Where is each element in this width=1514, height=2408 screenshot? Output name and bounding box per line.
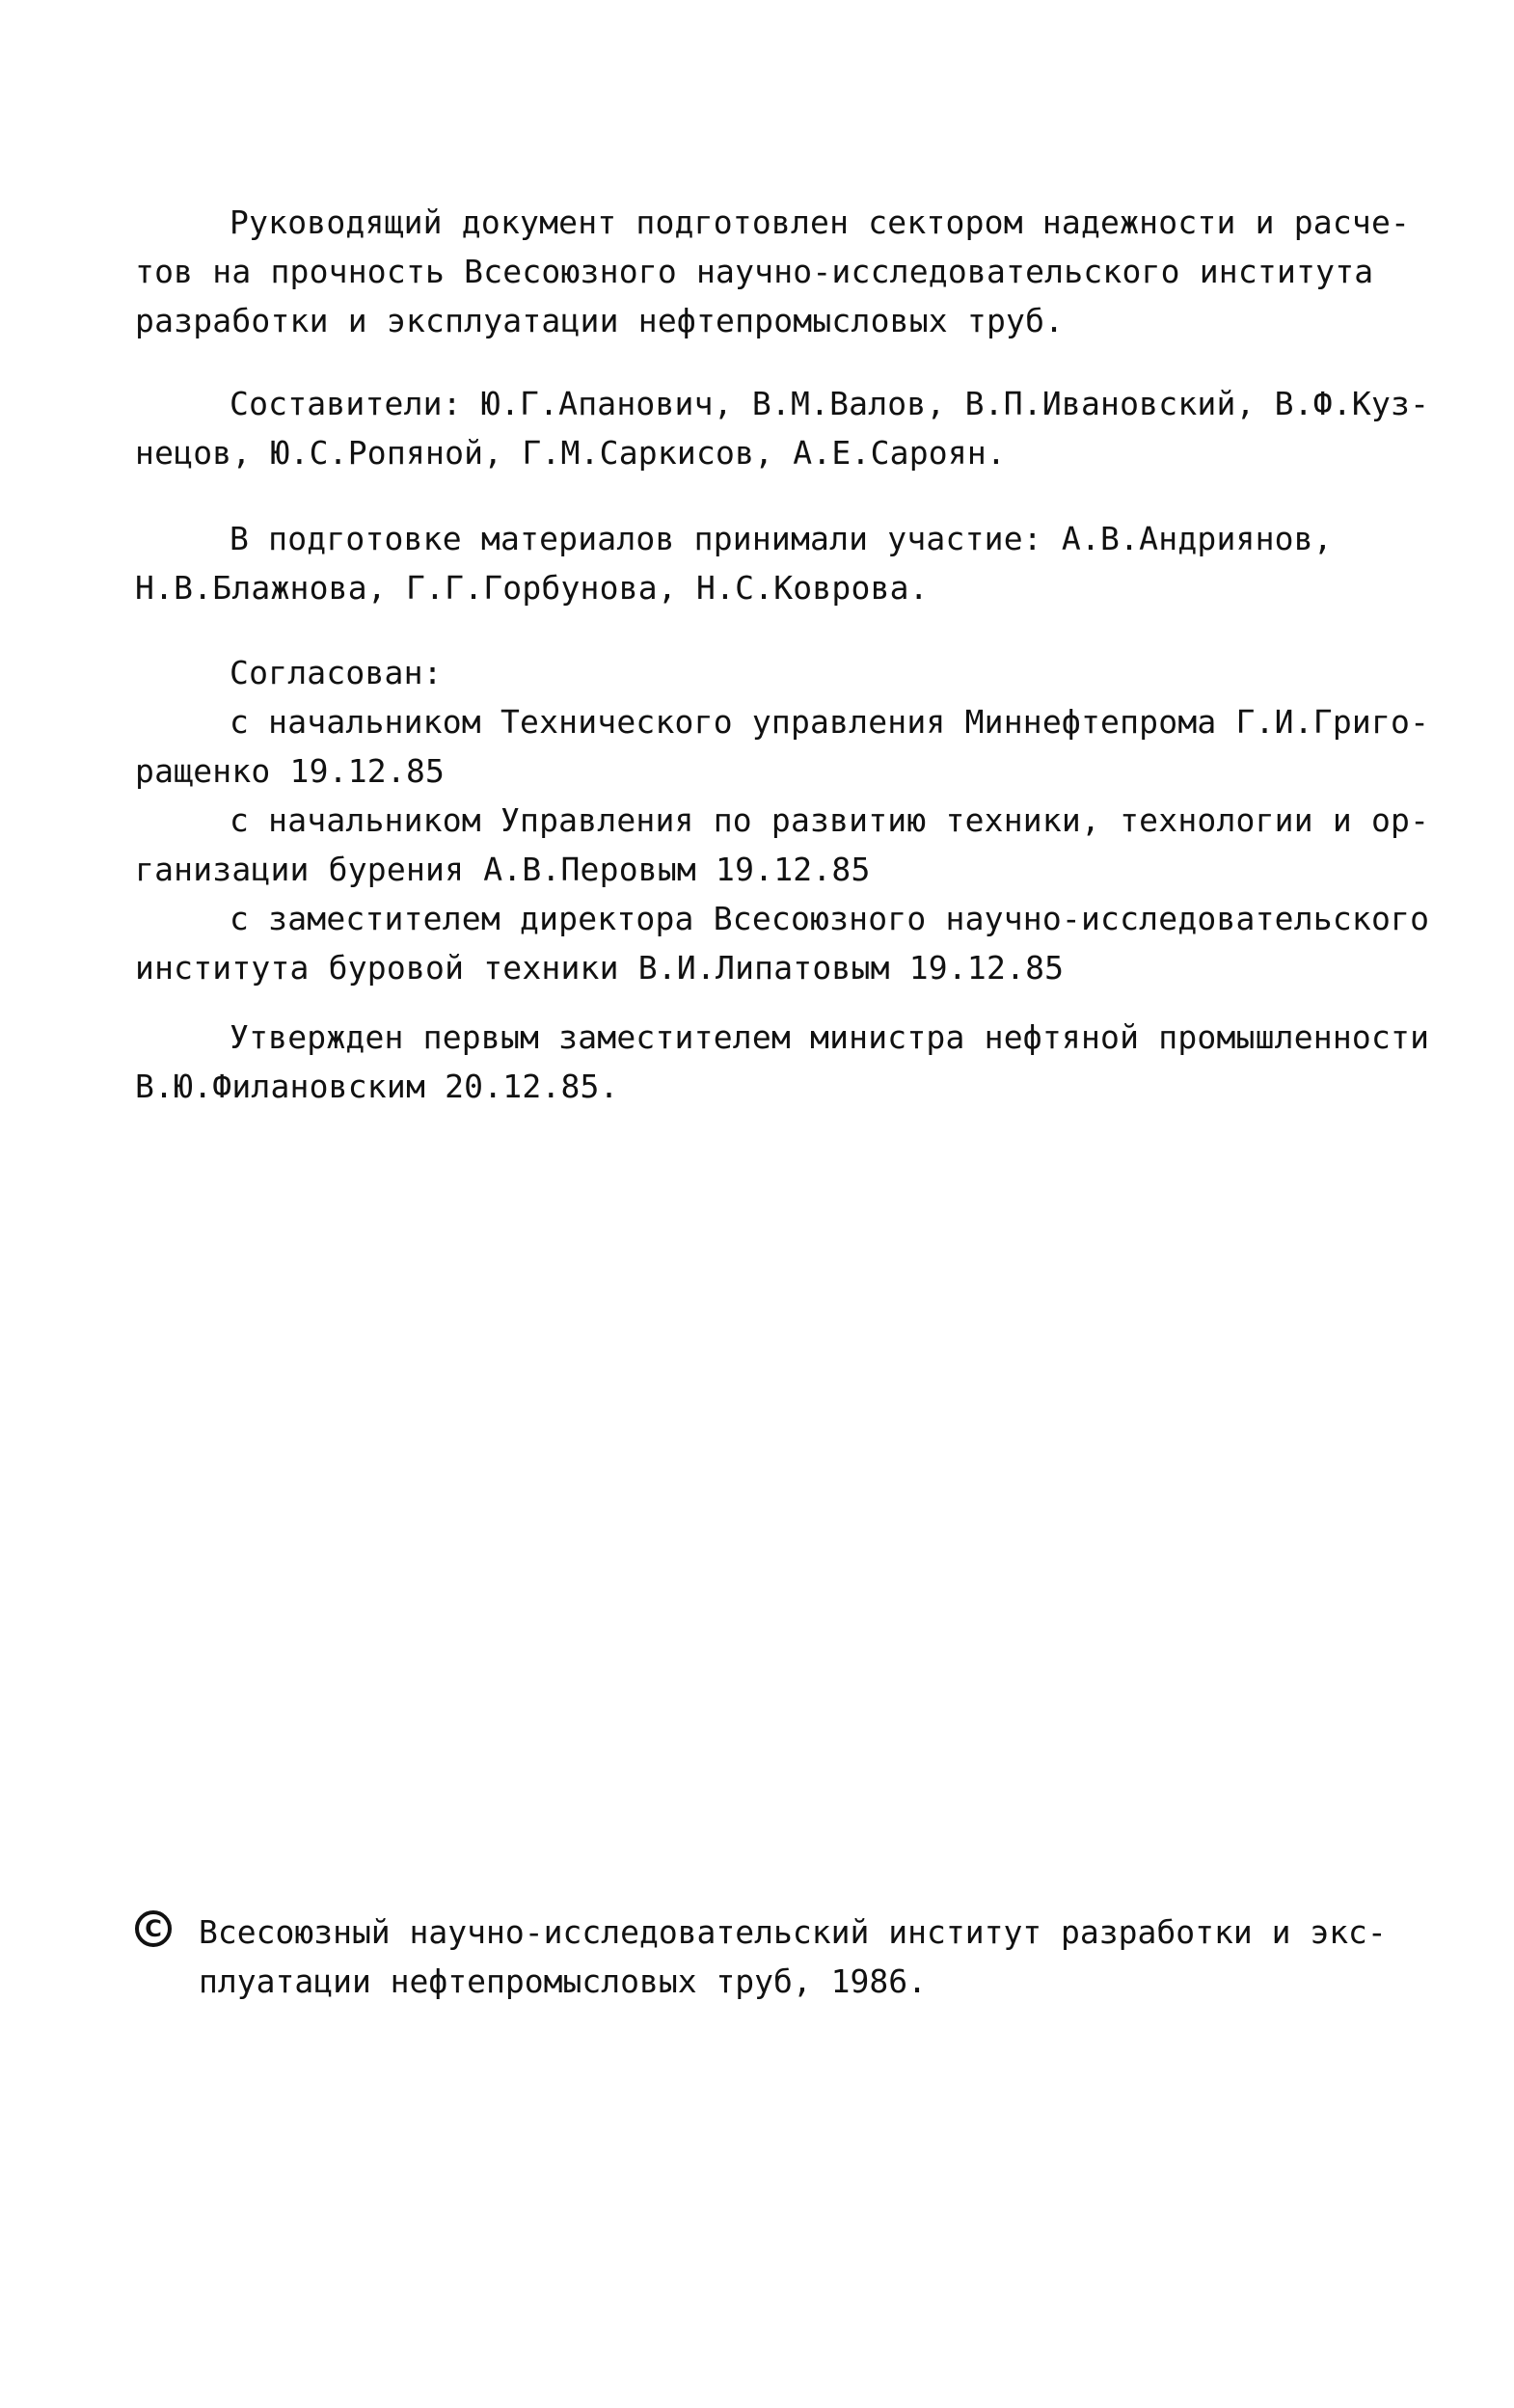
agreed-item-2-line-1: с начальником Управления по развитию техники, технологии и ор- xyxy=(230,801,1430,839)
approved-paragraph xyxy=(135,1013,1430,1111)
authors-paragraph xyxy=(135,379,1430,477)
agreed-item-3-line-1: с заместителем директора Всесоюзного научно-исследовательского xyxy=(230,900,1430,937)
agreed-item-3-line-2: института буровой техники В.И.Липатовым 19.12.85 xyxy=(135,949,1065,987)
agreed-section xyxy=(135,648,1430,992)
participants-line-1: В подготовке материалов принимали участие: А.В.Андриянов, xyxy=(230,520,1333,557)
copyright-line-1: Всесоюзный научно-исследовательский институт разработки и экс- xyxy=(199,1913,1387,1951)
copyright-text xyxy=(199,1907,1385,2006)
copyright-line-2: плуатации нефтепромысловых труб, 1986. xyxy=(199,1962,927,2000)
authors-line-2: нецов, Ю.С.Ропяной, Г.М.Саркисов, А.Е.Сароян. xyxy=(135,434,1007,472)
approved-line-2: В.Ю.Филановским 20.12.85. xyxy=(135,1068,619,1105)
agreed-item-1-line-1: с начальником Технического управления Миннефтепрома Г.И.Григо- xyxy=(230,703,1430,741)
prepared-line-1: Руководящий документ подготовлен сектором надежности и расче- xyxy=(230,203,1411,241)
agreed-item-1-line-2: ращенко 19.12.85 xyxy=(135,752,446,790)
authors-line-1: Составители: Ю.Г.Апанович, В.М.Валов, В.П.Ивановский, В.Ф.Куз- xyxy=(230,385,1430,422)
agreed-item-2-line-2: ганизации бурения А.В.Перовым 19.12.85 xyxy=(135,851,871,888)
participants-paragraph xyxy=(135,514,1389,612)
participants-line-2: Н.В.Блажнова, Г.Г.Горбунова, Н.С.Коврова. xyxy=(135,569,929,607)
agreed-heading: Согласован: xyxy=(230,654,443,691)
copyright-icon: С xyxy=(135,1910,172,1947)
prepared-by-paragraph xyxy=(135,198,1411,345)
prepared-line-3: разработки и эксплуатации нефтепромысловых труб. xyxy=(135,302,1065,339)
prepared-line-2: тов на прочность Всесоюзного научно-исследовательского института xyxy=(135,253,1374,290)
approved-line-1: Утвержден первым заместителем министра нефтяной промышленности xyxy=(230,1018,1430,1056)
